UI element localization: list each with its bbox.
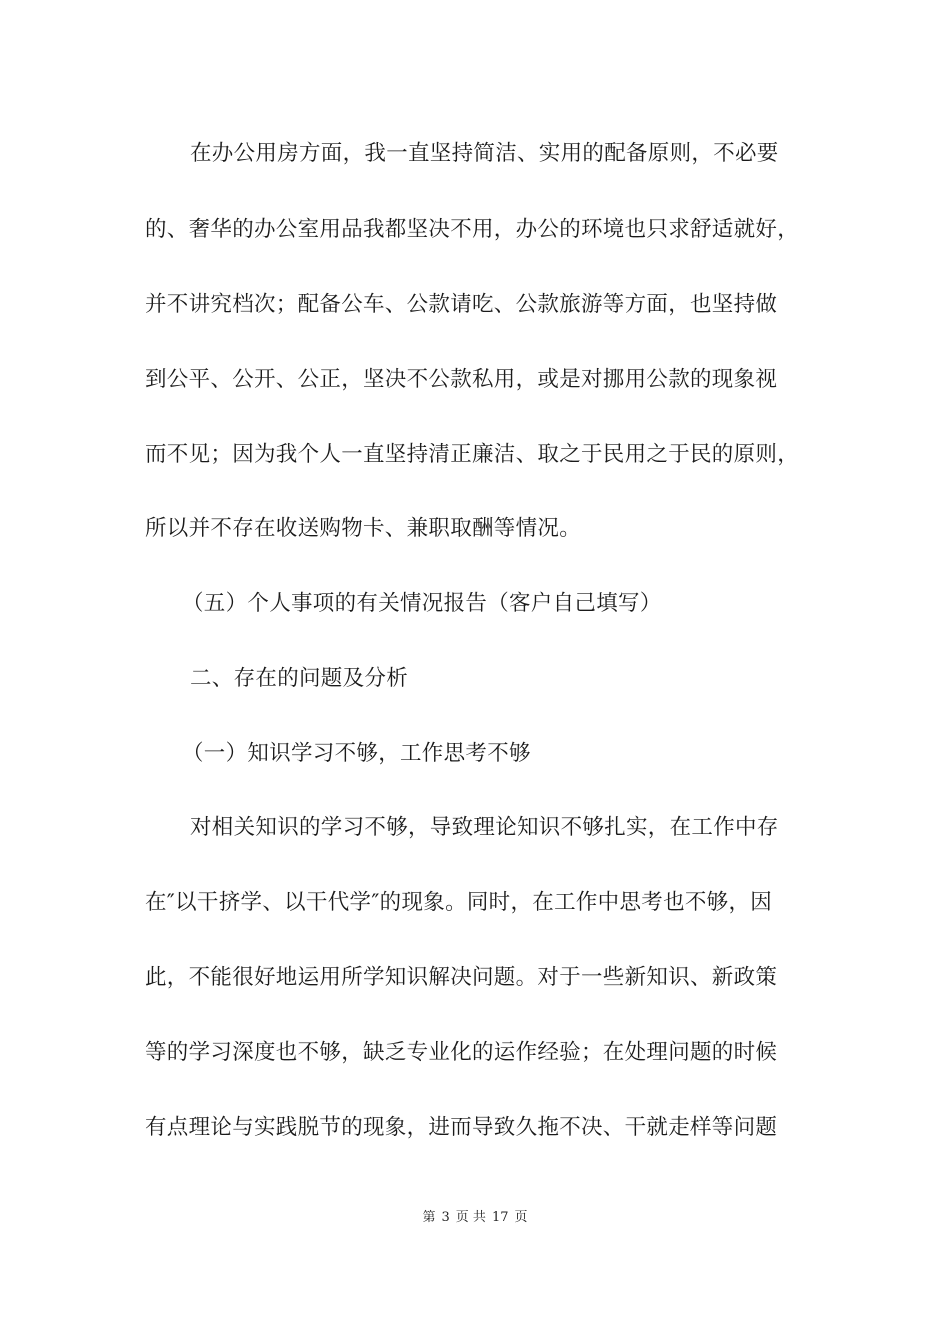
paragraph-1-line-1: 在办公用房方面，我一直坚持简洁、实用的配备原则，不必要 [190, 141, 779, 166]
subsection-heading-1: （一）知识学习不够，工作思考不够 [182, 741, 531, 766]
total-pages-number: 17 [491, 1210, 509, 1225]
paragraph-1-line-5: 而不见；因为我个人一直坚持清正廉洁、取之于民用之于民的原则， [145, 442, 800, 467]
paragraph-2-line-3: 此，不能很好地运用所学知识解决问题。对于一些新知识、新政策 [145, 965, 778, 990]
section-heading-5: （五）个人事项的有关情况报告（客户自己填写） [182, 591, 662, 616]
paragraph-2-line-2: 在″以干挤学、以干代学″的现象。同时，在工作中思考也不够，因 [145, 890, 773, 915]
paragraph-1-line-3: 并不讲究档次；配备公车、公款请吃、公款旅游等方面，也坚持做 [145, 292, 778, 317]
section-heading-2: 二、存在的问题及分析 [190, 666, 409, 691]
paragraph-2-line-4: 等的学习深度也不够，缺乏专业化的运作经验；在处理问题的时候 [145, 1040, 778, 1065]
footer-suffix: 页 [514, 1210, 528, 1225]
page-footer [0, 1208, 950, 1228]
paragraph-2-line-1: 对相关知识的学习不够，导致理论知识不够扎实，在工作中存 [190, 815, 779, 840]
footer-middle: 页 共 [455, 1210, 486, 1225]
footer-prefix: 第 [422, 1210, 436, 1225]
current-page-number: 3 [441, 1210, 450, 1225]
paragraph-1-line-4: 到公平、公开、公正，坚决不公款私用，或是对挪用公款的现象视 [145, 367, 778, 392]
paragraph-1-line-6: 所以并不存在收送购物卡、兼职取酬等情况。 [145, 516, 582, 541]
paragraph-2-line-5: 有点理论与实践脱节的现象，进而导致久拖不决、干就走样等问题 [145, 1115, 778, 1140]
paragraph-1-line-2: 的、奢华的办公室用品我都坚决不用，办公的环境也只求舒适就好， [145, 217, 800, 242]
